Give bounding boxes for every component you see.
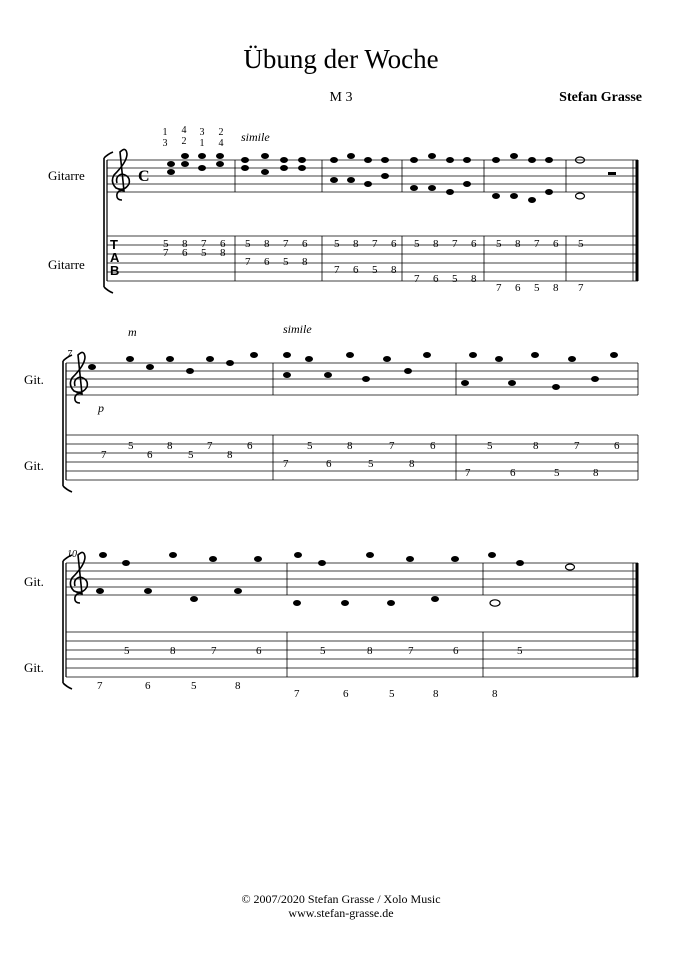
tab-number: 6 [302, 238, 308, 250]
fingering-stack: 3 1 [199, 127, 205, 149]
tab-number: 7 [201, 238, 207, 250]
tab-number: 5 [578, 238, 584, 250]
tab-number: 7 [245, 256, 251, 268]
tab-staff-system-3 [66, 632, 638, 677]
tab-number: 6 [433, 273, 439, 285]
tab-number: 7 [534, 238, 540, 250]
fingering-stack: 4 2 [181, 125, 187, 147]
tab-letter-t: T [110, 237, 118, 252]
tab-number: 8 [264, 238, 270, 250]
finger-p: p [98, 401, 104, 415]
tab-number: 6 [220, 238, 226, 250]
tab-number: 6 [471, 238, 477, 250]
treble-clef-icon [70, 352, 87, 403]
fingering-stack: 2 4 [218, 127, 224, 149]
website-link[interactable]: www.stefan-grasse.de [288, 906, 394, 920]
tab-number: 6 [391, 238, 397, 250]
tab-number: 6 [353, 264, 359, 276]
staff-instrument-label: Git. [24, 372, 44, 387]
tab-number: 7 [334, 264, 340, 276]
treble-clef-icon [70, 552, 87, 603]
tab-instrument-label: Gitarre [48, 257, 85, 272]
copyright-text: © 2007/2020 Stefan Grasse / Xolo Music [241, 892, 441, 906]
page-subtitle: M 3 [329, 90, 353, 105]
tab-number: 5 [283, 256, 289, 268]
tab-number: 8 [433, 238, 439, 250]
fingering-stack: 1 3 [162, 127, 168, 149]
tab-number: 8 [471, 273, 477, 285]
tab-number: 5 [163, 238, 169, 250]
tab-number: 7 [452, 238, 458, 250]
footer [0, 892, 682, 920]
tab-instrument-label: Git. [24, 458, 44, 473]
tab-number: 7 [283, 238, 289, 250]
tab-number: 6 [553, 238, 559, 250]
tab-number: 8 [553, 282, 559, 294]
tab-number: 5 [201, 247, 207, 259]
tab-number: 8 [353, 238, 359, 250]
tab-number: 7 [578, 282, 584, 294]
tab-number: 8 [302, 256, 308, 268]
tab-number: 6 [515, 282, 521, 294]
tab-number: 5 [414, 238, 420, 250]
tab-number: 5 [245, 238, 251, 250]
measure-number: 10 [67, 549, 77, 560]
tab-number: 5 [496, 238, 502, 250]
tab-number: 8 [220, 247, 226, 259]
measure-number: 7 [67, 349, 72, 360]
tab-number: 7 [163, 247, 169, 259]
tab-number: 6 [264, 256, 270, 268]
tab-number: 5 [334, 238, 340, 250]
tab-number: 8 [515, 238, 521, 250]
tab-letter-b: B [110, 263, 120, 278]
finger-m: m [128, 325, 137, 339]
tab-number: 7 [496, 282, 502, 294]
tab-number: 8 [391, 264, 397, 276]
tab-number: 8 [182, 238, 188, 250]
tab-number: 5 [372, 264, 378, 276]
tab-letter-a: A [110, 250, 120, 265]
tab-instrument-label: Git. [24, 660, 44, 675]
tab-clef [110, 238, 119, 277]
tab-number: 7 [372, 238, 378, 250]
simile-marking: simile [283, 322, 312, 336]
staff-instrument-label: Git. [24, 574, 44, 589]
svg-text:C: C [138, 168, 150, 185]
treble-clef-icon [112, 149, 129, 200]
tab-number: 7 [414, 273, 420, 285]
composer-name: Stefan Grasse [559, 90, 642, 105]
staff-instrument-label: Gitarre [48, 168, 85, 183]
tab-number: 6 [182, 247, 188, 259]
notes-system-1 [167, 153, 553, 203]
tab-number: 5 [534, 282, 540, 294]
page-title: Übung der Woche [243, 44, 439, 74]
simile-marking: simile [241, 130, 270, 144]
tab-number: 5 [452, 273, 458, 285]
